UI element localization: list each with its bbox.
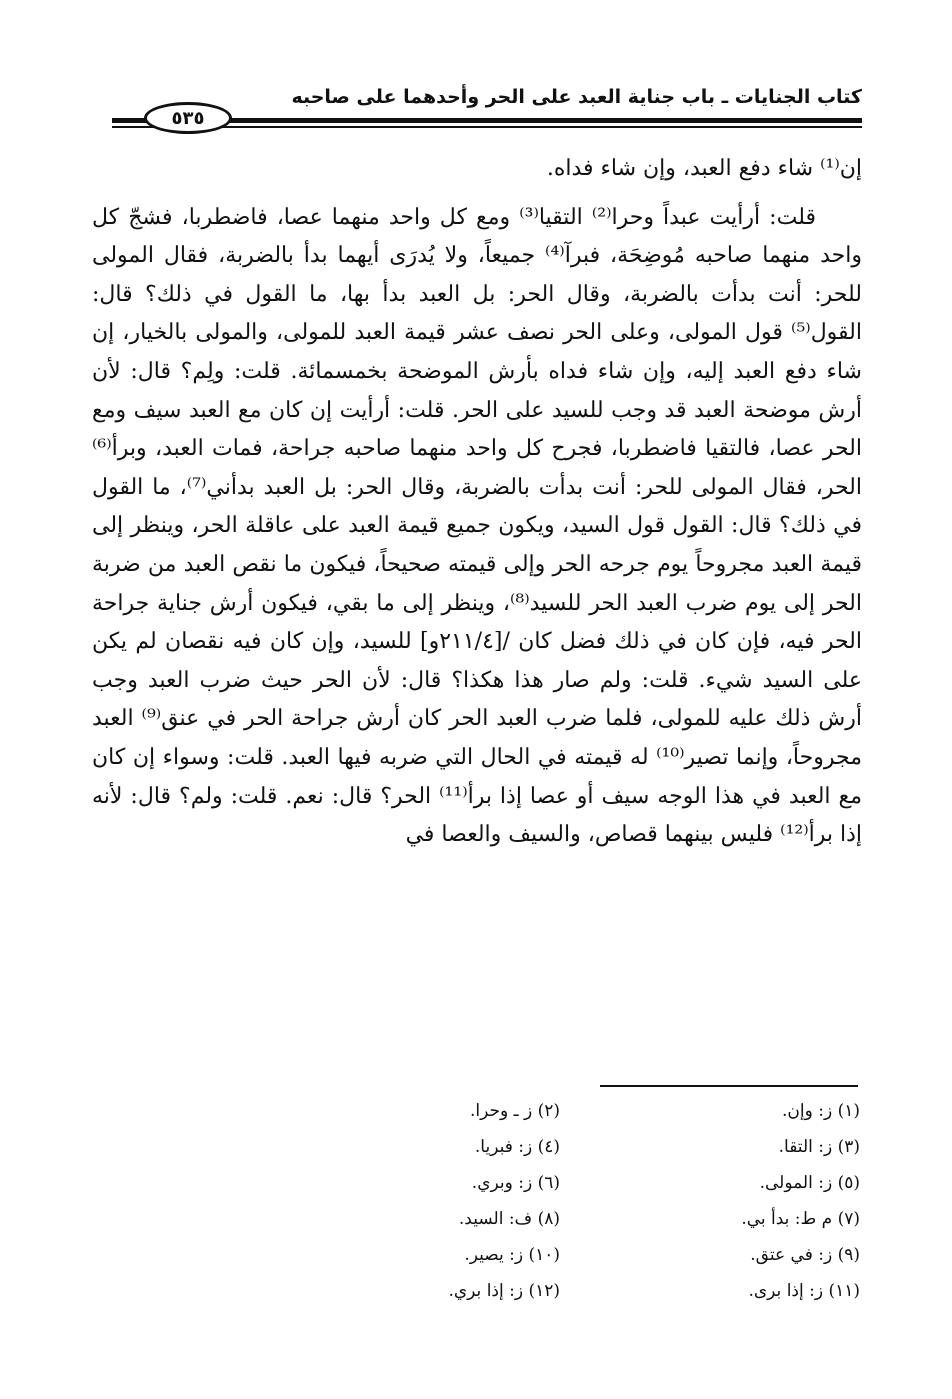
page-number: ٥٣٥ [171, 107, 205, 129]
paragraph: إن⁽¹⁾ شاء دفع العبد، وإن شاء فداه. [546, 156, 862, 181]
footnote: (٩) ز: في عتق. [750, 1245, 860, 1265]
footnote: (١) ز: وإن. [782, 1101, 860, 1121]
footnote: (٦) ز: وبري. [471, 1173, 560, 1193]
page-number-frame [144, 102, 232, 134]
footnote: (٥) ز: المولى. [759, 1173, 860, 1193]
footnote: (٧) م ط: بدأ بي. [741, 1209, 860, 1229]
running-title: كتاب الجنايات ـ باب جناية العبد على الحر وأحدهما على صاحبه [291, 86, 862, 108]
footnote: (١١) ز: إذا برى. [748, 1281, 860, 1301]
body-text [92, 150, 862, 855]
paragraph: قلت: أرأيت عبداً وحرا⁽²⁾ التقيا⁽³⁾ ومع كل واحد منهما عصا، فاضطربا، فشجّ كل واحد منهما صاحبه مُوضِحَة، فبرآ⁽⁴⁾ جميعاً، ولا يُدرَى أيهما بدأ بالضربة، فقال المولى للحر: أنت بدأت بالضربة، وقال الحر: بل العبد بدأ بها، ما القول في ذلك؟ قال: القول⁽⁵⁾ قول المولى، وعلى الحر نصف عشر قيمة العبد للمولى، والمولى بالخيار، إن شاء دفع العبد إليه، وإن شاء فداه بأرش الموضحة بخمسمائة. قلت: ولِم؟ قال: لأن أرش موضحة العبد قد وجب للسيد على الحر. قلت: أرأيت إن كان مع العبد سيف ومع الحر عصا، فالتقيا فاضطربا، فجرح كل واحد منهما صاحبه جراحة، فمات العبد، وبرأ⁽⁶⁾ الحر، فقال المولى للحر: أنت بدأت بالضربة، وقال الحر: بل العبد بدأني⁽⁷⁾، ما القول في ذلك؟ قال: القول قول السيد، ويكون جميع قيمة العبد على عاقلة الحر، وينظر إلى قيمة العبد مجروحاً يوم جرحه الحر وإلى قيمته صحيحاً، فيكون ما نقص العبد من ضربة الحر إلى يوم ضرب العبد الحر للسيد⁽⁸⁾، وينظر إلى ما بقي، فيكون أرش جناية جراحة الحر فيه، فإن كان في ذلك فضل كان /[٢١١/٤و] للسيد، وإن كان فيه نقصان لم يكن على السيد شيء. قلت: ولم صار هذا هكذا؟ قال: لأن الحر حيث ضرب العبد وجب أرش ذلك عليه للمولى، فلما ضرب العبد الحر كان أرش جراحة الحر في عنق⁽⁹⁾ العبد مجروحاً، وإنما تصير⁽¹⁰⁾ له قيمته في الحال التي ضربه فيها العبد. قلت: وسواء إن كان مع العبد في هذا الوجه سيف أو عصا إذا برأ⁽¹¹⁾ الحر؟ قال: نعم. قلت: ولم؟ قال: لأنه إذا برأ⁽¹²⁾ فليس بينهما قصاص، والسيف والعصا في [92, 204, 863, 848]
footnote: (٣) ز: التقا. [778, 1137, 860, 1157]
footnote: (٤) ز: فبريا. [474, 1137, 560, 1157]
footnote: (٢) ز ـ وحرا. [469, 1101, 560, 1121]
footnotes [300, 1096, 860, 1306]
footnote-rule [600, 1085, 858, 1087]
footnote: (٨) ف: السيد. [458, 1209, 560, 1229]
footnote: (١٢) ز: إذا بري. [448, 1281, 560, 1301]
footnote: (١٠) ز: يصير. [464, 1245, 560, 1265]
